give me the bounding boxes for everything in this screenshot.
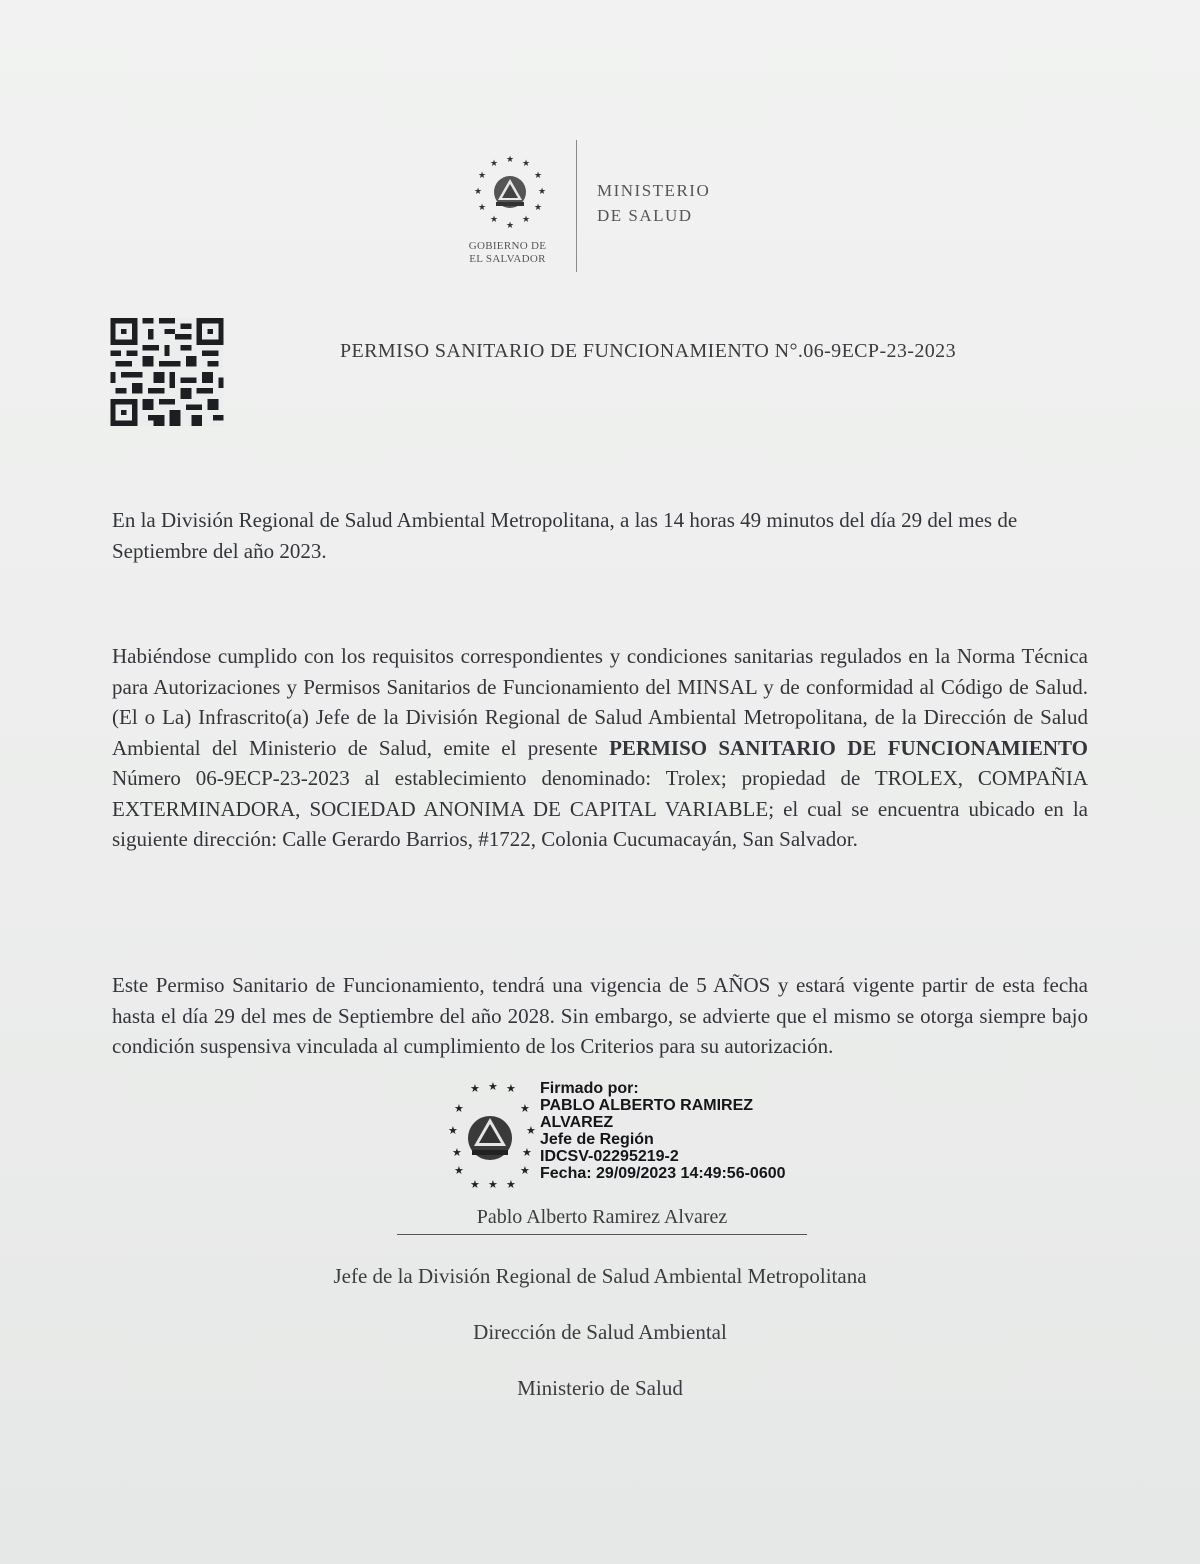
svg-text:★: ★ [506, 1083, 516, 1095]
digital-seal-icon [440, 1080, 536, 1190]
svg-text:★: ★ [520, 1103, 530, 1115]
qr-code-icon[interactable] [110, 318, 224, 426]
paragraph-permit-details: Número 06-9ECP-23-2023 al establecimiento denominado: Trolex; propiedad de TROLEX, COMPAÑIA EXTERMINADORA, SOCIEDAD ANONIMA DE CAPITAL VARIABLE; el cual se encuentra ubicado en la siguiente dirección: Calle Gerardo Barrios, #1722, Colonia Cucumacayán, San Salvador. [112, 766, 1088, 851]
paragraph-permit-body [112, 641, 1088, 855]
coat-of-arms-icon [466, 150, 554, 238]
digital-signature-block [440, 1078, 860, 1193]
document-title: PERMISO SANITARIO DE FUNCIONAMIENTO N°.06-9ECP-23-2023 [340, 340, 956, 362]
paragraph-validity: Este Permiso Sanitario de Funcionamiento, tendrá una vigencia de 5 AÑOS y estará vigente partir de esta fecha hasta el día 29 del mes de Septiembre del año 2028. Sin embargo, se advierte que el mismo se otorga siempre bajo condición suspensiva vinculada al cumplimiento de los Criterios para su autorización. [112, 973, 1088, 1058]
svg-text:★: ★ [526, 1125, 536, 1137]
svg-text:★: ★ [477, 202, 487, 212]
svg-text:★: ★ [452, 1147, 462, 1159]
svg-text:★: ★ [533, 170, 543, 180]
svg-text:★: ★ [473, 186, 483, 196]
svg-text:★: ★ [454, 1103, 464, 1115]
svg-text:★: ★ [505, 220, 515, 230]
letterhead-divider [576, 140, 577, 272]
svg-text:★: ★ [520, 1165, 530, 1177]
svg-text:★: ★ [533, 202, 543, 212]
svg-text:★: ★ [477, 170, 487, 180]
svg-text:★: ★ [454, 1165, 464, 1177]
svg-text:★: ★ [522, 1147, 532, 1159]
svg-text:★: ★ [506, 1179, 516, 1190]
signatory-ministry: Ministerio de Salud [517, 1376, 683, 1400]
paragraph-location-date: En la División Regional de Salud Ambiental Metropolitana, a las 14 horas 49 minutos del día 29 del mes de Septiembre del año 2023. [112, 508, 1018, 563]
svg-text:★: ★ [521, 158, 531, 168]
svg-text:★: ★ [505, 154, 515, 164]
ministry-name: MINISTERIO DE SALUD [597, 181, 711, 225]
svg-text:★: ★ [448, 1125, 458, 1137]
svg-text:★: ★ [489, 214, 499, 224]
svg-text:★: ★ [521, 214, 531, 224]
signatory-direction: Dirección de Salud Ambiental [473, 1320, 727, 1344]
svg-text:★: ★ [537, 186, 547, 196]
svg-text:★: ★ [489, 158, 499, 168]
paragraph-permit-intro: Habiéndose cumplido con los requisitos correspondientes y condiciones sanitarias regulados en la Norma Técnica para Autorizaciones y Permisos Sanitarios de Funcionamiento del MINSAL y de conformidad al Código de Salud. (El o La) Infrascrito(a) Jefe de la División Regional de Salud Ambiental Metropolitana, de la Dirección de Salud Ambiental del Ministerio de Salud, emite el presente [112, 644, 1088, 760]
svg-text:★: ★ [488, 1081, 498, 1093]
government-name: GOBIERNO DE EL SALVADOR [468, 240, 547, 265]
signatory-position: Jefe de la División Regional de Salud Ambiental Metropolitana [333, 1264, 867, 1288]
svg-text:★: ★ [470, 1179, 480, 1190]
svg-text:★: ★ [488, 1179, 498, 1190]
svg-text:★: ★ [470, 1083, 480, 1095]
digital-signature-text: Firmado por: PABLO ALBERTO RAMIREZ ALVAREZ Jefe de Región IDCSV-02295219-2 Fecha: 29/09/2023 14:49:56-0600 [540, 1080, 786, 1182]
signatory-name: Pablo Alberto Ramirez Alvarez [397, 1206, 807, 1235]
permit-emphasis: PERMISO SANITARIO DE FUNCIONAMIENTO [609, 735, 1089, 760]
letterhead [450, 140, 770, 275]
